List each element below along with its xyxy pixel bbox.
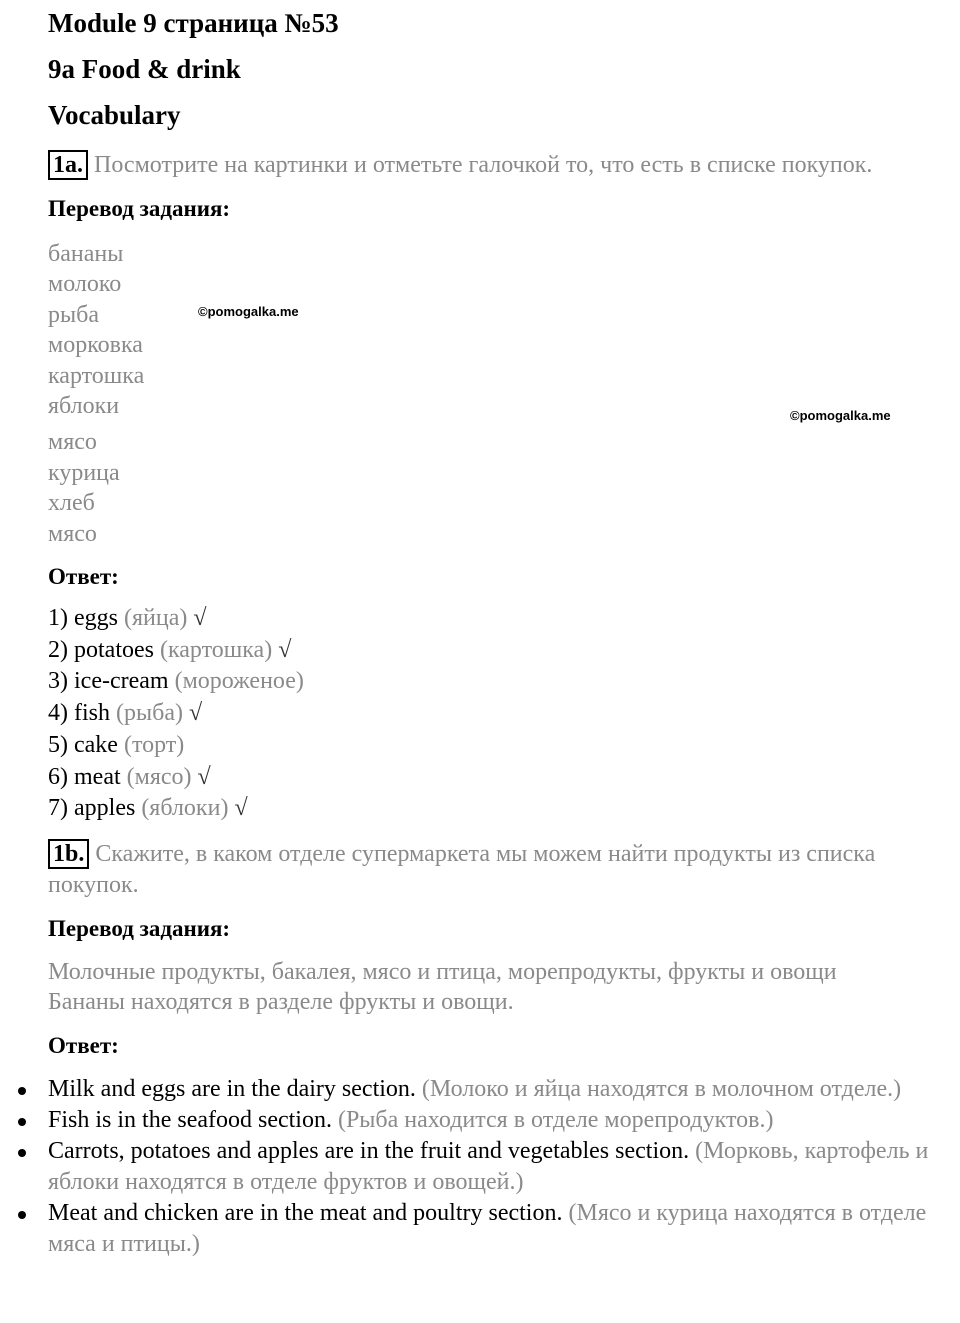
module-title: Module 9 страница №53 <box>48 8 339 38</box>
answer-item: 5) cake (торт) <box>48 731 185 758</box>
task-1b-text: Скажите, в каком отделе супермаркета мы можем найти продукты из списка покупок. <box>48 840 876 898</box>
checkmark-icon: √ <box>188 700 203 727</box>
task-1a-translation-heading: Перевод задания: <box>48 196 231 221</box>
answer-item: 6) meat (мясо) √ <box>48 763 211 790</box>
answer-item: 4) fish (рыба) √ <box>48 700 203 727</box>
word-item: мясо <box>48 429 97 456</box>
word-item: мясо <box>48 520 97 547</box>
translation-line: Молочные продукты, бакалея, мясо и птица, морепродукты, фрукты и овощи <box>48 958 837 985</box>
answer-item: 1) eggs (яйца) √ <box>48 605 207 632</box>
word-item: хлеб <box>48 490 95 517</box>
watermark: ©pomogalka.me <box>790 408 891 423</box>
task-1b-translation <box>48 957 938 1018</box>
word-item: картошка <box>48 362 145 389</box>
answer-item: 3) ice-cream (мороженое) <box>48 668 304 695</box>
watermark: ©pomogalka.me <box>198 304 299 319</box>
checkmark-icon: √ <box>193 605 207 632</box>
task-1a-instruction <box>48 150 938 181</box>
translation-line: Бананы находятся в разделе фрукты и овощи. <box>48 989 514 1016</box>
task-1a-badge: 1a. <box>48 150 88 180</box>
checkmark-icon: √ <box>234 795 248 822</box>
task-1a-answer-heading: Ответ: <box>48 564 119 590</box>
word-item: бананы <box>48 241 124 267</box>
word-item: курица <box>48 459 120 486</box>
answer-bullet: Carrots, potatoes and apples are in the fruit and vegetables section. (Морковь, картофель и яблоки находятся в отделе фруктов и овощей.) <box>48 1136 938 1198</box>
word-item: морковка <box>48 332 143 359</box>
task-1b-translation-heading: Перевод задания: <box>48 915 231 941</box>
task-1a-word-list <box>48 239 938 549</box>
checkmark-icon: √ <box>197 763 211 790</box>
answer-bullet: Milk and eggs are in the dairy section. (Молоко и яйца находятся в молочном отделе.) <box>48 1074 938 1105</box>
word-item: рыба <box>48 301 99 328</box>
task-1b-answer-list <box>48 1074 938 1260</box>
word-item: яблоки <box>48 393 120 420</box>
task-1b-answer-heading: Ответ: <box>48 1032 119 1058</box>
task-1b-instruction <box>48 839 938 901</box>
lesson-title: 9a Food & drink <box>48 54 241 84</box>
section-title: Vocabulary <box>48 100 181 130</box>
word-item: молоко <box>48 271 122 298</box>
document-page <box>48 0 938 1260</box>
answer-bullet: Meat and chicken are in the meat and poultry section. (Мясо и курица находятся в отделе мяса и птицы.) <box>48 1198 938 1260</box>
checkmark-icon: √ <box>278 636 292 663</box>
answer-item: 7) apples (яблоки) √ <box>48 795 248 822</box>
answer-bullet: Fish is in the seafood section. (Рыба находится в отделе морепродуктов.) <box>48 1105 938 1136</box>
task-1a-text: Посмотрите на картинки и отметьте галочкой то, что есть в списке покупок. <box>94 152 873 178</box>
task-1a-answer-list <box>48 603 938 825</box>
task-1b-badge: 1b. <box>48 839 89 869</box>
answer-item: 2) potatoes (картошка) √ <box>48 636 292 663</box>
